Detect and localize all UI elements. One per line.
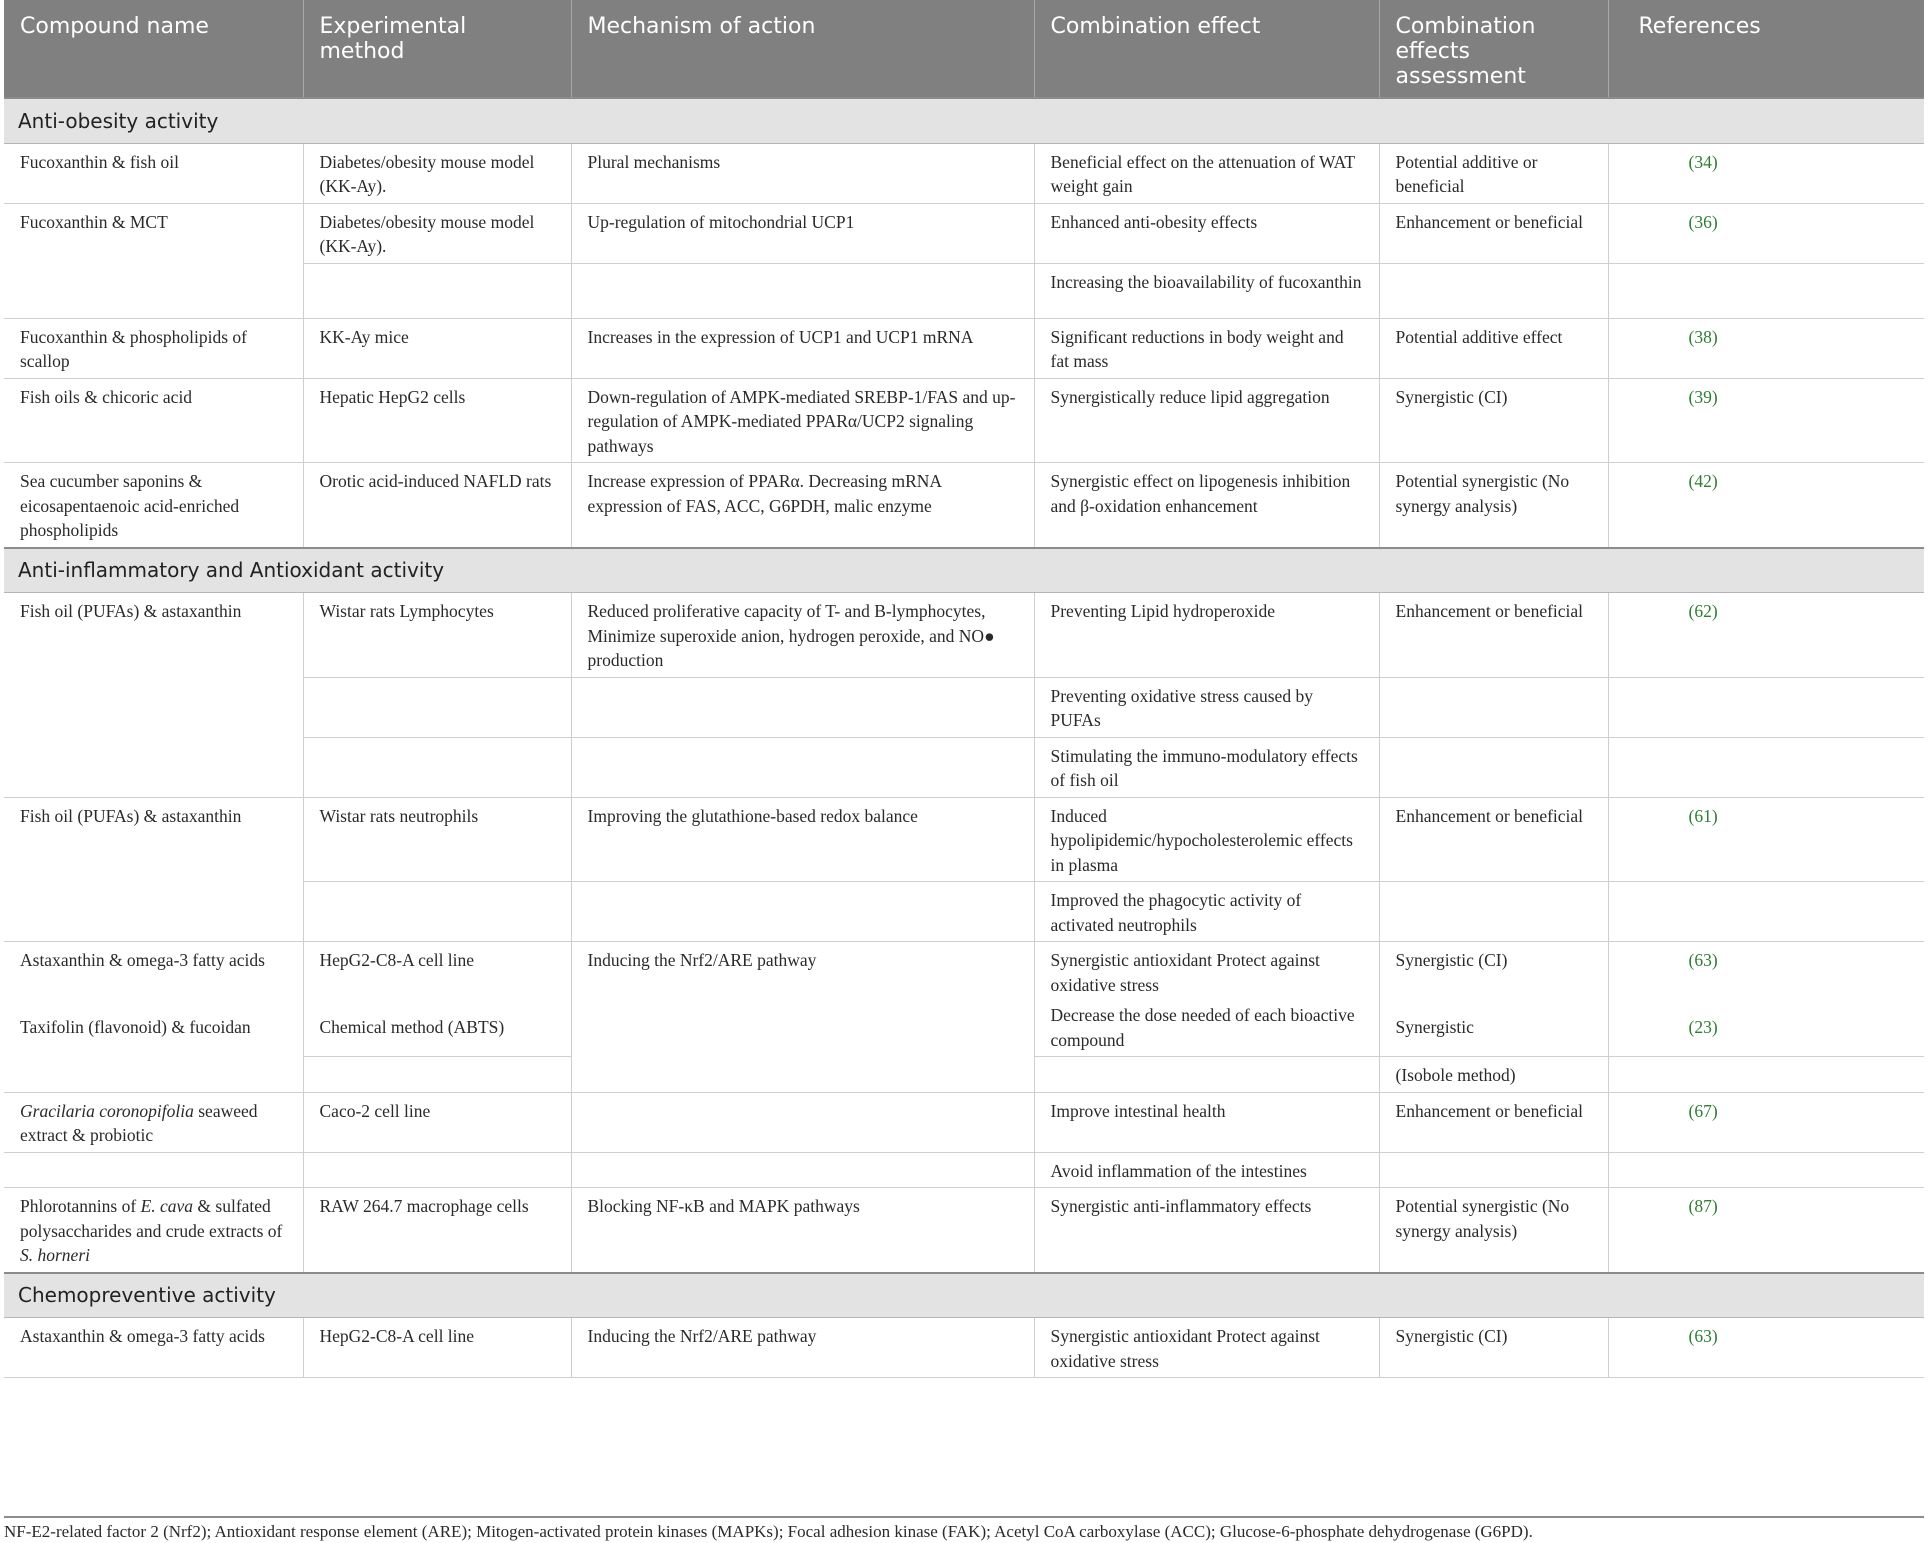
compound-combination-table [4, 0, 1924, 1378]
cell-effect: Preventing oxidative stress caused by PUFAs [1034, 677, 1379, 737]
cell-compound: Fish oil (PUFAs) & astaxanthin [4, 593, 303, 798]
method-line: Chemical method (ABTS) [319, 1016, 505, 1037]
cell-mechanism: Increases in the expression of UCP1 and UCP1 mRNA [571, 318, 1034, 378]
table-row [4, 378, 1924, 463]
cell-effect [1034, 942, 1379, 1057]
section-row [4, 98, 1924, 143]
cell-effect: Stimulating the immuno-modulatory effects of fish oil [1034, 737, 1379, 797]
cell-mechanism: Inducing the Nrf2/ARE pathway [571, 1318, 1034, 1378]
cell-assessment: Synergistic (CI) [1379, 378, 1608, 463]
header-combination-effect: Combination effect [1034, 0, 1379, 98]
cell-mechanism: Inducing the Nrf2/ARE pathway [571, 942, 1034, 1093]
cell-reference [1608, 1188, 1924, 1273]
reference-link[interactable]: (63) [1688, 1326, 1718, 1346]
table-row [4, 1188, 1924, 1273]
cell-method: Hepatic HepG2 cells [303, 378, 571, 463]
compound-text: Phlorotannins of [20, 1196, 141, 1216]
cell-reference [1608, 318, 1924, 378]
species-name: S. horneri [20, 1245, 90, 1265]
reference-link[interactable]: (62) [1688, 601, 1718, 621]
cell-empty [303, 882, 571, 942]
cell-reference [1608, 203, 1924, 263]
cell-reference [1608, 797, 1924, 882]
cell-mechanism: Plural mechanisms [571, 143, 1034, 203]
cell-compound [4, 1092, 303, 1152]
cell-effect: Beneficial effect on the attenuation of WAT weight gain [1034, 143, 1379, 203]
cell-method: Wistar rats neutrophils [303, 797, 571, 882]
cell-effect: Synergistic anti-inflammatory effects [1034, 1188, 1379, 1273]
cell-reference [1608, 593, 1924, 678]
cell-method: RAW 264.7 macrophage cells [303, 1188, 571, 1273]
assessment-line: Synergistic (CI) [1395, 950, 1508, 970]
cell-empty [571, 677, 1034, 737]
cell-empty [571, 737, 1034, 797]
cell-empty [1608, 677, 1924, 737]
table-row [4, 318, 1924, 378]
cell-method: Wistar rats Lymphocytes [303, 593, 571, 678]
cell-empty [571, 882, 1034, 942]
reference-link[interactable]: (23) [1688, 1016, 1718, 1037]
section-row [4, 548, 1924, 593]
reference-link[interactable]: (36) [1688, 211, 1718, 232]
reference-link[interactable]: (67) [1688, 1100, 1718, 1121]
cell-empty [1379, 1152, 1608, 1188]
method-line: HepG2-C8-A cell line [319, 950, 475, 970]
section-title: Chemopreventive activity [4, 1273, 1924, 1318]
cell-assessment: Potential additive or beneficial [1379, 143, 1608, 203]
cell-empty [303, 1152, 571, 1188]
cell-empty [1608, 737, 1924, 797]
cell-mechanism: Reduced proliferative capacity of T- and B-lymphocytes, Minimize superoxide anion, hydrogen peroxide, and NO● production [571, 593, 1034, 678]
reference-link[interactable]: (38) [1688, 326, 1718, 347]
cell-effect: Improve intestinal health [1034, 1092, 1379, 1152]
cell-assessment: Enhancement or beneficial [1379, 1092, 1608, 1152]
cell-empty [571, 1152, 1034, 1188]
cell-effect: Significant reductions in body weight and fat mass [1034, 318, 1379, 378]
cell-compound: Fucoxanthin & MCT [4, 203, 303, 318]
header-experimental-method: Experimental method [303, 0, 571, 98]
cell-assessment: Potential additive effect [1379, 318, 1608, 378]
cell-reference [1608, 1092, 1924, 1152]
cell-compound: Fish oils & chicoric acid [4, 378, 303, 463]
cell-mechanism: Blocking NF-κB and MAPK pathways [571, 1188, 1034, 1273]
cell-assessment: Synergistic (CI) [1379, 1318, 1608, 1378]
cell-mechanism: Up-regulation of mitochondrial UCP1 [571, 203, 1034, 263]
reference-link[interactable]: (39) [1688, 386, 1718, 407]
cell-method: Orotic acid-induced NAFLD rats [303, 463, 571, 548]
cell-assessment: Enhancement or beneficial [1379, 797, 1608, 882]
table-row [4, 143, 1924, 203]
compound-text: seaweed extract & probiotic [20, 1100, 258, 1145]
cell-method: HepG2-C8-A cell line [303, 1318, 571, 1378]
cell-compound: Fish oil (PUFAs) & astaxanthin [4, 797, 303, 942]
compound-line: Astaxanthin & omega-3 fatty acids [20, 950, 265, 970]
cell-mechanism: Increase expression of PPARα. Decreasing mRNA expression of FAS, ACC, G6PDH, malic enzyme [571, 463, 1034, 548]
species-name: Gracilaria coronopifolia [20, 1100, 194, 1121]
cell-method: Diabetes/obesity mouse model (KK-Ay). [303, 143, 571, 203]
cell-mechanism: Down-regulation of AMPK-mediated SREBP-1/FAS and up-regulation of AMPK-mediated PPARα/UCP2 signaling pathways [571, 378, 1034, 463]
table-row [4, 1152, 1924, 1188]
cell-empty [303, 1057, 571, 1093]
table-row [4, 942, 1924, 1057]
cell-empty [1379, 677, 1608, 737]
cell-effect: Increasing the bioavailability of fucoxanthin [1034, 263, 1379, 318]
header-assessment: Combination effects assessment [1379, 0, 1608, 98]
table-row [4, 203, 1924, 263]
section-title: Anti-obesity activity [4, 98, 1924, 143]
table-row [4, 463, 1924, 548]
effect-line: Synergistic antioxidant Protect against oxidative stress [1050, 950, 1320, 995]
cell-empty [303, 677, 571, 737]
reference-link[interactable]: (61) [1688, 805, 1718, 826]
cell-empty [571, 1092, 1034, 1152]
compound-text: & sulfated polysaccharides and crude extracts of [20, 1196, 283, 1241]
effect-line: Decrease the dose needed of each bioactive compound [1050, 1005, 1355, 1050]
cell-effect: Enhanced anti-obesity effects [1034, 203, 1379, 263]
cell-assessment: Enhancement or beneficial [1379, 593, 1608, 678]
compound-line: Taxifolin (flavonoid) & fucoidan [20, 1016, 251, 1037]
assessment-line: Synergistic [1395, 1016, 1474, 1037]
cell-empty [4, 1152, 303, 1188]
cell-empty [303, 263, 571, 318]
cell-effect: Synergistic effect on lipogenesis inhibition and β-oxidation enhancement [1034, 463, 1379, 548]
cell-effect: Preventing Lipid hydroperoxide [1034, 593, 1379, 678]
species-name: E. cava [140, 1196, 194, 1216]
cell-assessment [1379, 942, 1608, 1057]
cell-empty [571, 263, 1034, 318]
table-footnote: NF-E2-related factor 2 (Nrf2); Antioxidant response element (ARE); Mitogen-activated protein kinases (MAPKs); Focal adhesion kinase (FAK); Acetyl CoA carboxylase (ACC); Glucose-6-phosphate dehydrogenase (G6PD). [4, 1516, 1924, 1542]
table-row [4, 797, 1924, 882]
cell-effect: Avoid inflammation of the intestines [1034, 1152, 1379, 1188]
table-row [4, 1318, 1924, 1378]
cell-method: KK-Ay mice [303, 318, 571, 378]
cell-effect: Improved the phagocytic activity of activated neutrophils [1034, 882, 1379, 942]
cell-assessment: Potential synergistic (No synergy analysis) [1379, 1188, 1608, 1273]
cell-reference [1608, 378, 1924, 463]
cell-method [303, 942, 571, 1057]
cell-reference [1608, 143, 1924, 203]
cell-compound [4, 942, 303, 1093]
cell-assessment: Enhancement or beneficial [1379, 203, 1608, 263]
cell-compound: Fucoxanthin & phospholipids of scallop [4, 318, 303, 378]
reference-link[interactable]: (42) [1688, 471, 1718, 491]
cell-compound [4, 1188, 303, 1273]
section-row [4, 1273, 1924, 1318]
cell-empty [1379, 882, 1608, 942]
reference-link[interactable]: (87) [1688, 1196, 1718, 1216]
cell-empty [1608, 882, 1924, 942]
table-row [4, 593, 1924, 678]
cell-mechanism: Improving the glutathione-based redox balance [571, 797, 1034, 882]
cell-effect: Synergistic antioxidant Protect against oxidative stress [1034, 1318, 1379, 1378]
header-mechanism: Mechanism of action [571, 0, 1034, 98]
cell-compound: Sea cucumber saponins & eicosapentaenoic acid-enriched phospholipids [4, 463, 303, 548]
section-title: Anti-inflammatory and Antioxidant activity [4, 548, 1924, 593]
cell-assessment: Potential synergistic (No synergy analysis) [1379, 463, 1608, 548]
cell-method: Caco-2 cell line [303, 1092, 571, 1152]
cell-compound: Astaxanthin & omega-3 fatty acids [4, 1318, 303, 1378]
cell-empty [1379, 737, 1608, 797]
cell-method: Diabetes/obesity mouse model (KK-Ay). [303, 203, 571, 263]
table-container [4, 0, 1924, 1378]
table-header [4, 0, 1924, 98]
cell-effect: Synergistically reduce lipid aggregation [1034, 378, 1379, 463]
cell-reference [1608, 942, 1924, 1057]
cell-empty [1608, 1152, 1924, 1188]
table-row [4, 1092, 1924, 1152]
cell-reference [1608, 1318, 1924, 1378]
cell-compound: Fucoxanthin & fish oil [4, 143, 303, 203]
cell-assessment: (Isobole method) [1379, 1057, 1608, 1093]
reference-link[interactable]: (63) [1688, 950, 1718, 970]
cell-effect: Induced hypolipidemic/hypocholesterolemic effects in plasma [1034, 797, 1379, 882]
cell-empty [1034, 1057, 1379, 1093]
cell-empty [1379, 263, 1608, 318]
cell-empty [1608, 1057, 1924, 1093]
reference-link[interactable]: (34) [1688, 151, 1718, 172]
header-references: References [1608, 0, 1924, 98]
cell-reference [1608, 463, 1924, 548]
cell-empty [303, 737, 571, 797]
header-compound-name: Compound name [4, 0, 303, 98]
cell-empty [1608, 263, 1924, 318]
